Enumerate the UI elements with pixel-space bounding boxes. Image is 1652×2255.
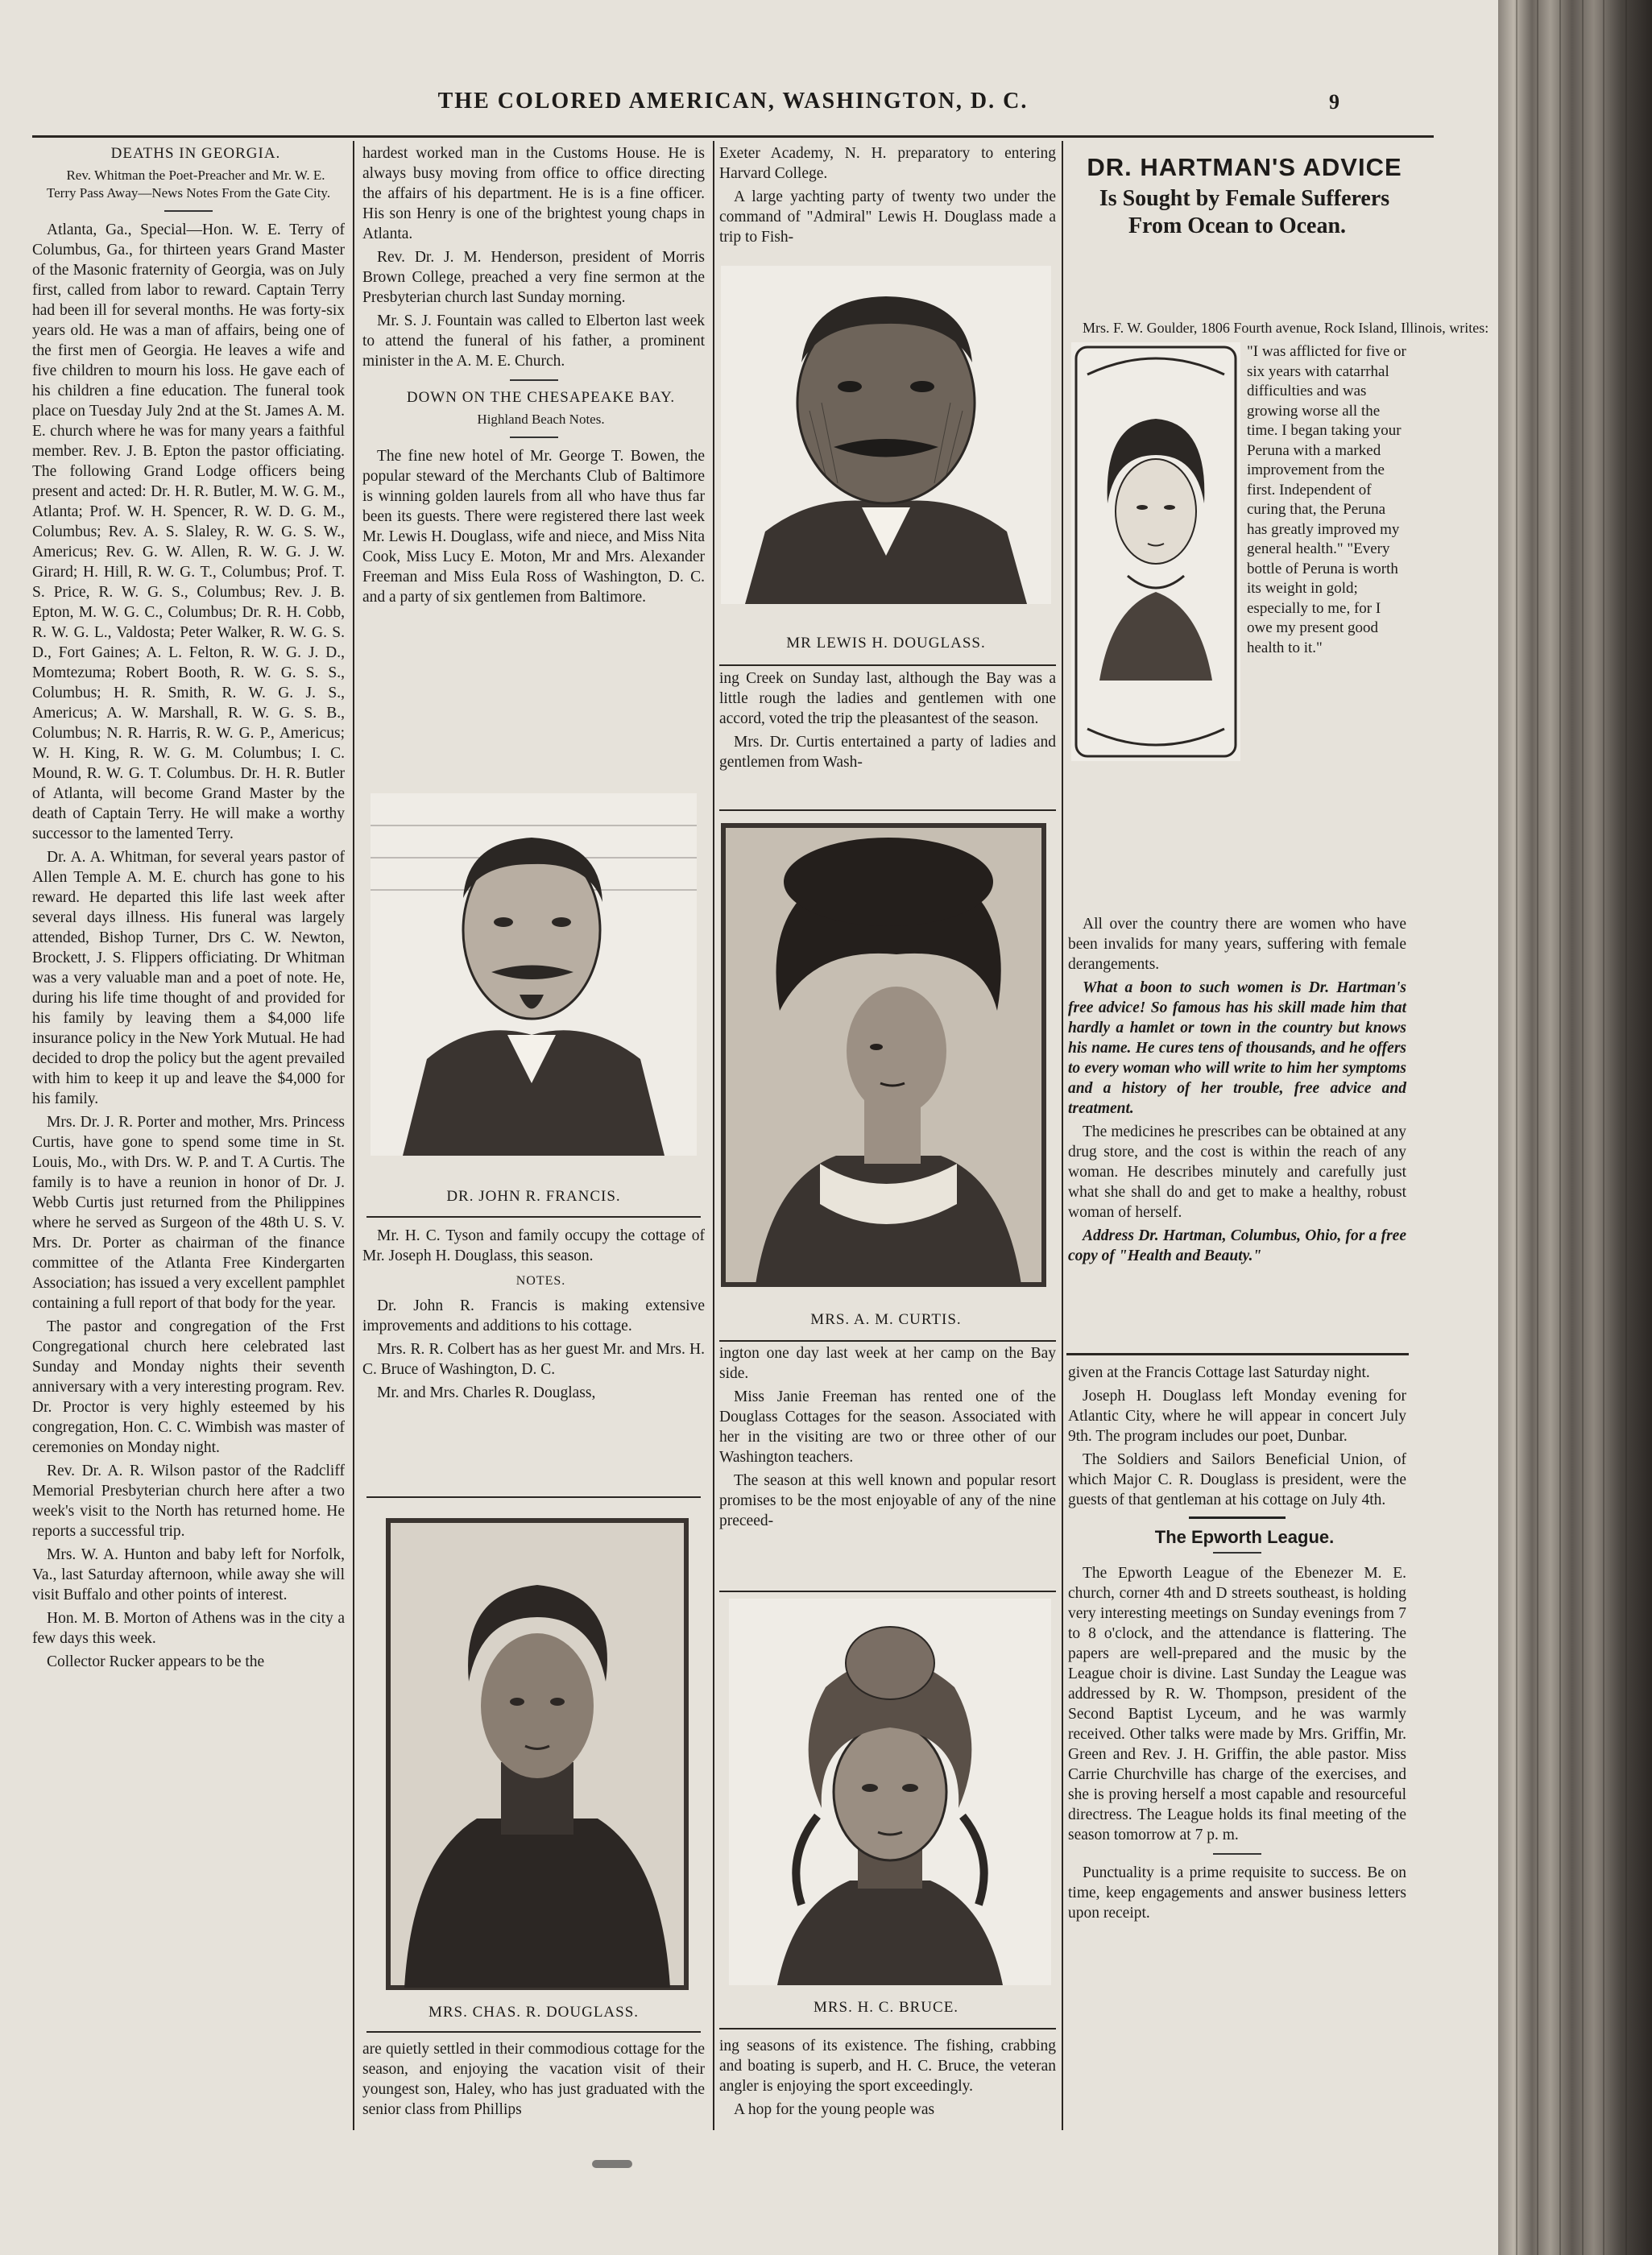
article-paragraph: Rev. Dr. A. R. Wilson pastor of the Radcliff Memorial Presbyterian church here after a two week's visit to the North has returned home. He reports a successful trip. [32,1463,345,1540]
page-number: 9 [1329,90,1339,114]
article-paragraph: ing Creek on Sunday last, although the Bay was a little rough the ladies and gentlemen with one accord, voted the trip the pleasantest of the season. [719,670,1056,727]
article-paragraph: The fine new hotel of Mr. George T. Bowen, the popular steward of the Merchants Club of Baltimore is winning golden laurels from all who have thus far been its guests. There were registered there last week Mr. Lewis H. Douglass, wife and niece, and Miss Nita Cook, Miss Lucy E. Moton, Mr and Mrs. Alexander Freeman and Miss Eula Ross of Washington, D. C. and a party of six gentlemen from Baltimore. [362,448,705,606]
figure-rule [366,1216,701,1218]
column-4-ad-intro [1068,318,1489,342]
caption-lewis-h-douglass: MR LEWIS H. DOUGLASS. [786,635,986,652]
article-paragraph: Mr. S. J. Fountain was called to Elberton last week to attend the funeral of his father, a prominent minister in the A. M. E. Church. [362,312,705,370]
engraving-man-icon [371,793,697,1156]
article-paragraph: The Epworth League of the Ebenezer M. E. church, corner 4th and D streets southeast, is holding very interesting meetings on Sunday evenings from 7 to 8 o'clock, and the attendance is flattering. The papers are well-prepared and the music by the League choir is divine. Last Sunday the League was addressed by R. W. Thompson, president of the Second Baptist Lyceum, and he was warmly received. Other talks were made by Mrs. Griffin, Mr. Green and Rev. J. H. Griffin, the able pastor. Miss Carrie Churchville has charge of the exercises, and she is proving herself a most capable and resourceful directress. The League holds its final meeting of the season tomorrow at 7 p. m. [1068,1565,1406,1843]
ad-testimonial: "I was afflicted for five or six years with catarrhal difficulties and was growing worse all the time. I began taking your Peruna with a marked improvement from the first. Independent of curing that, the Peruna has greatly improved my general health." "Every bottle of Peruna is worth its weight in gold; especially to me, for I owe my present good health to it." [1247,343,1406,656]
ad-intro: Mrs. F. W. Goulder, 1806 Fourth avenue, Rock Island, Illinois, writes: [1083,320,1489,336]
epworth-heading: The Epworth League. [1154,1527,1335,1547]
photo-mrs-chas-r-douglass [388,1521,686,1988]
article-paragraph: The pastor and congregation of the Frst Congregational church here celebrated last Sunday and Monday nights their seventh anniversary with a very interesting program. Rev. Dr. Proctor is very highly esteemed by his congregation, Hon. C. C. Wimbish was master of ceremonies on Monday night. [32,1318,345,1456]
figure-rule [719,809,1056,811]
article-paragraph: hardest worked man in the Customs House. He is always busy moving from office to office directing the affairs of his department. He is is a fine officer. His son Henry is one of the brightest young chaps in Atlanta. [362,145,705,242]
column-4-lower [1068,1363,1406,2152]
article-paragraph: Punctuality is a prime requisite to success. Be on time, keep engagements and answer business letters upon receipt. [1068,1864,1406,1922]
article-paragraph: given at the Francis Cottage last Saturday night. [1068,1364,1370,1381]
caption-john-r-francis: DR. JOHN R. FRANCIS. [446,1188,621,1205]
ink-blot [592,2160,632,2168]
article-paragraph: ing seasons of its existence. The fishing, crabbing and boating is superb, and H. C. Bruce, the veteran angler is enjoying the sport exceedingly. [719,2038,1056,2095]
column-rule-1 [353,141,354,2130]
figure-rule [719,2028,1056,2030]
ad-italic-paragraph: What a boon to such women is Dr. Hartman's free advice! So famous has his skill made him that hardly a hamlet or town in the country but knows his name. He cures tens of thousands, and he offers to every woman who will write to him her symptoms and a history of her trouble, free advice and treatment. [1068,979,1406,1117]
column-4-ad-top [1068,153,1406,318]
portrait-lewis-h-douglass [721,266,1051,604]
figure-rule [719,1340,1056,1342]
ad-woman-illustration [1071,342,1240,761]
divider [1189,1516,1286,1519]
article-paragraph: are quietly settled in their commodious cottage for the season, and enjoying the vacation visit of their youngest son, Haley, who has just graduated with the senior class from Phillips [362,2041,705,2118]
engraving-man-icon [721,266,1051,604]
column-3-lower [719,1343,1056,1585]
caption-mrs-h-c-bruce: MRS. H. C. BRUCE. [813,1999,959,2016]
section-rule [1066,1353,1409,1355]
figure-rule [366,1496,701,1498]
article-paragraph: Atlanta, Ga., Special—Hon. W. E. Terry of Columbus, Ga., for thirteen years Grand Master of the Masonic fraternity of Georgia, was on July first, called from labor to reward. Captain Terry had been ill for several months. He was forty-six years old. He was a man of affairs, being one of the first men of Georgia. He leaves a wife and five children to mourn his loss. He gave each of his children a fine education. The funeral took place on Tuesday July 2nd at the St. James A. M. E. church where he was for many years a faithful member. Rev. J. B. Epton the pastor officiating. The following Grand Lodge officers being present and acted: Dr. H. R. Butler, M. W. G. M., Atlanta; Prof. W. H. Spencer, R. W. D. G. M., Columbus; Rev. A. S. Slaley, R. W. G. S. W., Americus; Rev. G. W. Allen, R. W. G. J. W. Girard; H. Hill, R. W. G. T., Columbus; Prof. T. S. Price, R. W. G. S., Columbus; Rev. J. B. Epton, M. W. G. C., Columbus; Dr. R. H. Cobb, R. W. G. L., Valdosta; Peter Walker, R. W. G. S. D., Fort Gaines; A. L. Felton, R. W. G. J. D., Momtezuma; Robert Booth, R. W. G. S. S., Columbus; H. R. Smith, R. W. G. J. S., Americus; A. W. Marshall, R. W. G. S. B., Columbus; N. R. Harris, R. W. G. P., Americus; W. H. King, R. W. G. M. Columbus; I. C. Mound, R. W. G. T. Columbus. Dr. H. R. Butler of Atlanta, will become Grand Master by the death of Captain Terry. He will make a worthy successor to the lamented Terry. [32,221,345,842]
divider [510,437,558,438]
figure-rule [366,2031,701,2033]
column-3-bottom [719,2036,1056,2149]
deaths-heading: DEATHS IN GEORGIA. [110,145,281,162]
article-paragraph: Mr. and Mrs. Charles R. Douglass, [377,1384,596,1401]
column-1 [32,143,345,2149]
article-paragraph: Hon. M. B. Morton of Athens was in the city a few days this week. [32,1610,345,1647]
book-spine [1498,0,1652,2255]
portrait-john-r-francis [371,793,697,1156]
article-paragraph: Dr. John R. Francis is making extensive improvements and additions to his cottage. [362,1297,705,1334]
deaths-subheading: Rev. Whitman the Poet-Preacher and Mr. W. E. Terry Pass Away—News Notes From the Gate City. [46,168,331,201]
caption-mrs-chas-r-douglass: MRS. CHAS. R. DOUGLASS. [428,2004,640,2021]
photo-woman-icon [723,825,1044,1285]
masthead-rule [32,135,1434,138]
article-paragraph: A hop for the young people was [734,2101,935,2118]
ad-paragraph: The medicines he prescribes can be obtained at any drug store, and the cost is within the reach of any woman. He describes minutely and carefully just what she shall do and get to make a healthy, robust woman of herself. [1068,1123,1406,1221]
masthead-title: THE COLORED AMERICAN, WASHINGTON, D. C. [437,89,1029,114]
article-paragraph: Dr. A. A. Whitman, for several years pastor of Allen Temple A. M. E. church has gone to his reward. He departed this life last week after several days illness. His funeral was largely attended, Bishop Turner, Drs C. W. Newton, Brockett, J. S. Flippers officiating. Dr Whitman was a very valuable man and a poet of note. He, during his life time thought of and provided for his family by leaving them a $4,000 life insurance policy in the New York Mutual. He had decided to drop the policy but the agent prevailed with him to keep it up and leave the $4,000 for his family. [32,849,345,1107]
column-4-ad-body [1068,914,1406,1333]
article-paragraph: Mr. H. C. Tyson and family occupy the cottage of Mr. Joseph H. Douglass, this season. [362,1227,705,1264]
article-paragraph: Exeter Academy, N. H. preparatory to entering Harvard College. [719,145,1056,182]
article-paragraph: Collector Rucker appears to be the [47,1653,265,1670]
engraving-woman-icon [729,1599,1051,1985]
divider [1213,1552,1261,1554]
ad-address: Address Dr. Hartman, Columbus, Ohio, for a free copy of "Health and Beauty." [1068,1227,1406,1264]
column-2-top [362,143,705,773]
divider [510,379,558,381]
article-paragraph: Mrs. Dr. J. R. Porter and mother, Mrs. Princess Curtis, have gone to spend some time in St. Louis, Mo., with Drs. W. P. and T. A Curtis. The family is to have a reunion in honor of Dr. J. Webb Curtis just returned from the Philippines where he served as Surgeon of the 48th U. S. V. Mrs. Dr. Porter as chairman of the finance committee of the Atlanta Free Kindergarten Association; has issued a very excellent pamphlet containing a full report of that body for the year. [32,1114,345,1312]
chesapeake-heading: DOWN ON THE CHESAPEAKE BAY. [406,389,676,406]
article-paragraph: Mrs. R. R. Colbert has as her guest Mr. and Mrs. H. C. Bruce of Washington, D. C. [362,1341,705,1378]
article-paragraph: ington one day last week at her camp on the Bay side. [719,1345,1056,1382]
engraving-woman-icon [1071,342,1240,761]
article-paragraph: Mrs. W. A. Hunton and baby left for Norfolk, Va., last Saturday afternoon, while away she will visit Buffalo and other points of interest. [32,1546,345,1603]
hartman-ad-title: DR. HARTMAN'S ADVICE [1087,153,1402,181]
ad-paragraph: All over the country there are women who have been invalids for many years, suffering with female derangements. [1068,916,1406,973]
article-paragraph: Mrs. Dr. Curtis entertained a party of ladies and gentlemen from Wash- [719,734,1056,771]
column-3-middle [719,668,1056,807]
caption-mrs-a-m-curtis: MRS. A. M. CURTIS. [810,1311,962,1328]
article-paragraph: Joseph H. Douglass left Monday evening for Atlantic City, where he will appear in concert July 9th. The program includes our poet, Dunbar. [1068,1388,1406,1445]
column-2-middle [362,1226,705,1500]
column-4-ad-quote [1247,342,1408,914]
column-rule-3 [1062,141,1063,2130]
article-paragraph: A large yachting party of twenty two under the command of "Admiral" Lewis H. Douglass made a trip to Fish- [719,188,1056,246]
divider [164,210,213,212]
article-paragraph: The Soldiers and Sailors Beneficial Union, of which Major C. R. Douglass is president, were the guests of that gentleman at his cottage on July 4th. [1068,1451,1406,1508]
notes-heading: NOTES. [515,1274,566,1288]
figure-rule [719,1591,1056,1592]
column-2-bottom [362,2039,705,2152]
hartman-ad-subtitle: Is Sought by Female Sufferers From Ocean to Ocean. [1099,186,1390,238]
figure-rule [719,664,1056,666]
article-paragraph: Miss Janie Freeman has rented one of the Douglass Cottages for the season. Associated with her in the visiting are two or three other of our Washington teachers. [719,1388,1056,1466]
divider [1213,1853,1261,1855]
article-paragraph: Rev. Dr. J. M. Henderson, president of Morris Brown College, preached a very fine sermon at the Presbyterian church last Sunday morning. [362,249,705,306]
column-rule-2 [713,141,714,2130]
column-3-top [719,143,1056,260]
article-paragraph: The season at this well known and popular resort promises to be the most enjoyable of any of the nine preceed- [719,1472,1056,1529]
portrait-mrs-h-c-bruce [729,1599,1051,1985]
highland-subheading: Highland Beach Notes. [477,412,605,427]
photo-woman-icon [388,1521,686,1988]
photo-mrs-a-m-curtis [723,825,1044,1285]
